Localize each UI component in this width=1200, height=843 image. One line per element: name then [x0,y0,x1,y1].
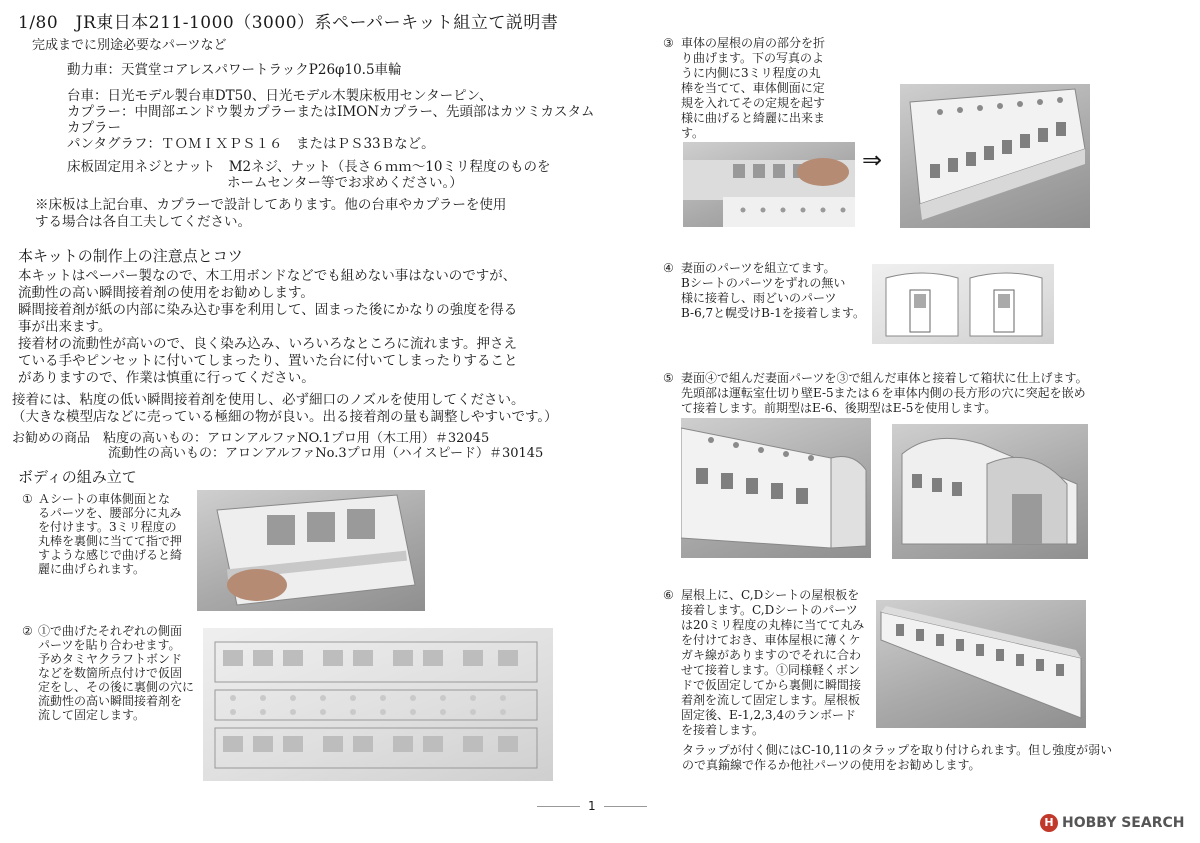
step-number: ⑥ [663,588,674,602]
step-text: 規を入れてその定規を起す [681,96,826,110]
step-text: 麗に曲げられます。 [38,562,146,576]
bending-side-panel-illustration [197,490,425,611]
required-part-line: 台車：日光モデル製台車DT50、日光モデル木製床板用センターピン、 [67,88,493,104]
tarap-note-line: タラップが付く側にはC-10,11のタラップを取り付けられます。但し強度が弱い [682,743,1113,757]
step-text: ①で曲げたそれぞれの側面 [38,624,183,638]
tips-heading: 本キットの制作上の注意点とコツ [18,247,243,265]
step-text: 接着します。C,Dシートのパーツ [681,603,858,617]
laminated-side-panels-illustration [203,628,553,781]
step-text: り曲げます。下の写真のよ [681,51,825,65]
tips-line: （大きな模型店などに売っている極細の物が良い。出る接着剤の量も調整しやすいです。） [12,409,558,425]
step-4-photo [872,264,1054,344]
step-1-photo [197,490,425,611]
hobby-search-logo-icon: H [1040,814,1058,832]
body-assembly-heading: ボディの組み立て [18,468,137,486]
step-text: 予めタミヤクラフトボンド [38,652,183,666]
step-text: ガキ線がありますのでそれに合わ [681,648,862,662]
step-text: 流動性の高い瞬間接着剤を [38,694,183,708]
bent-car-body-illustration [900,84,1090,228]
tips-line: ている手やピンセットに付いてしまったり、置いた台に付いてしまったりすること [18,353,518,369]
step-text: 固定後、E-1,2,3,4のランボード [681,708,857,722]
footer-rule-right [604,806,647,807]
required-part-note: する場合は各自工夫してください。 [35,214,251,230]
tips-line: 流動性の高い瞬間接着剤の使用をお勧めします。 [18,285,314,301]
step-text: 棒を当てて、車体側面に定 [681,81,825,95]
step-text: は20ミリ程度の丸棒に当てて丸み [681,618,865,632]
recommended-product: お勧めの商品 粘度の高いもの：アロンアルファNO.1プロ用（木工用）＃32045 [12,431,490,446]
completed-car-body-illustration [876,600,1086,728]
tips-line: 瞬間接着剤が紙の内部に染み込む事を利用して、固まった後にかなりの強度を得る [18,302,518,318]
step-text: るパーツを、腰部分に丸み [38,506,182,520]
tarap-note-line: ので真鍮線で作るか他社パーツの使用をお勧めします。 [682,758,981,772]
step-text: などを数箇所点付けで仮固 [38,666,183,680]
step-6-photo [876,600,1086,728]
tips-line: 本キットはペーパー製なので、木工用ボンドなどでも組めない事はないのですが、 [18,268,517,284]
required-part-line: ホームセンター等でお求めください。） [227,175,463,191]
tips-line: 接着材の流動性が高いので、良く染み込み、いろいろなところに流れます。押さえ [18,336,517,352]
step-2-photo [203,628,553,781]
step-text: 様に曲げると綺麗に出来ま [681,111,826,125]
step-text: 丸棒を裏側に当てて指で押 [38,534,183,548]
step-text: 着剤を流して固定します。屋根板 [681,693,861,707]
required-part-line: 床板固定用ネジとナット M2ネジ、ナット（長さ６ｍｍ～10ミリ程度のものを [67,159,551,175]
step-number: ① [22,492,33,506]
roof-shoulder-bending-illustration [683,142,855,227]
step-number: ② [22,624,33,638]
end-panel-parts-illustration [872,264,1054,344]
step-5-photo-right [892,424,1088,559]
step-number: ⑤ [663,371,674,385]
tips-line: がありますので、作業は慎重に行ってください。 [18,370,315,386]
tips-line: 接着には、粘度の低い瞬間接着剤を使用し、必ず細口のノズルを使用してください。 [12,392,525,408]
step-text: すような感じで曲げると綺 [38,548,183,562]
page-number: 1 [588,799,596,813]
step-text: 流して固定します。 [38,708,146,722]
step-text: せて接着します。①同様軽くボン [681,663,861,677]
step-text: パーツを貼り合わせます。 [38,638,181,652]
step-text: ドで仮固定してから裏側に瞬間接 [681,678,862,692]
step-text: 屋根上に、C,Dシートの屋根板を [681,588,860,602]
required-part-note: ※床板は上記台車、カプラーで設計してあります。他の台車やカプラーを使用 [35,197,507,213]
step-text: を付けます。3ミリ程度の [38,520,177,534]
car-body-interior-illustration [892,424,1088,559]
step-text: 妻面のパーツを組立てます。 [681,261,836,275]
step-3-photo-result [900,84,1090,228]
step-text: す。 [681,126,705,140]
hobby-search-watermark: H HOBBY SEARCH [1040,814,1184,832]
step-text: 定をし、その後に裏側の穴に [38,680,195,694]
step-number: ④ [663,261,674,275]
step-number: ③ [663,36,674,50]
step-text: 妻面④で組んだ妻面パーツを③で組んだ車体と接着して箱状に仕上げます。 [681,371,1088,385]
step-text: うに内側に3ミリ程度の丸 [681,66,821,80]
required-part-line: カプラー [67,120,121,136]
step-text: 様に接着し、雨どいのパーツ [681,291,837,305]
step-text: Bシートのパーツをずれの無い [681,276,846,290]
step-text: Ａシートの車体側面とな [38,492,171,506]
required-part-line: 動力車：天賞堂コアレスパワートラックP26φ10.5車輪 [67,62,402,78]
step-text: て接着します。前期型はE-6、後期型はE-5を使用します。 [681,401,997,415]
step-3-photo-bending [683,142,855,227]
footer-rule-left [537,806,580,807]
required-parts-heading: 完成までに別途必要なパーツなど [32,38,227,53]
boxed-car-body-illustration [681,418,871,558]
arrow-glyph: ⇒ [862,146,883,174]
step-text: 車体の屋根の肩の部分を折 [681,36,826,50]
step-text: 先頭部は運転室仕切り壁E-5または６を車体内側の長方形の穴に突起を嵌め [681,386,1086,400]
recommended-product: 流動性の高いもの：アロンアルファNo.3プロ用（ハイスピード）＃30145 [108,446,544,461]
document-title: 1/80 JR東日本211-1000（3000）系ペーパーキット組立て説明書 [18,13,559,33]
required-part-line: カプラー：中間部エンドウ製カプラーまたはIMONカプラー、先頭部はカツミカスタム [67,104,595,120]
step-text: を接着します。 [681,723,765,737]
step-text: B-6,7と幌受けB-1を接着します。 [681,306,865,320]
step-text: を付けておき、車体屋根に薄くケ [681,633,861,647]
tips-line: 事が出来ます。 [18,319,112,335]
required-part-line: パンタグラフ：ＴＯＭＩＸＰＳ１６ またはＰＳ33Ｂなど。 [67,136,435,152]
step-5-photo-left [681,418,871,558]
